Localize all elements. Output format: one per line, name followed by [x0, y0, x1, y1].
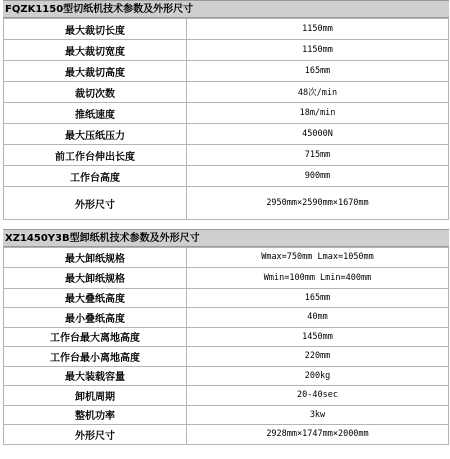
- table-row: [4, 347, 449, 367]
- table-row: [4, 124, 449, 145]
- param-value: 165mm: [187, 288, 449, 308]
- param-value: 18m/min: [187, 103, 449, 124]
- table-row: [4, 366, 449, 386]
- param-name: 整机功率: [4, 405, 187, 425]
- param-value: 2928mm×1747mm×2000mm: [187, 425, 449, 445]
- table-row: [4, 61, 449, 82]
- param-value: Wmin=100mm Lmin=400mm: [187, 267, 449, 288]
- table-row: [4, 308, 449, 328]
- param-value: 900mm: [187, 166, 449, 187]
- param-name: 最大裁切高度: [4, 61, 187, 82]
- unloader-spec-title: XZ1450Y3B型卸纸机技术参数及外形尺寸: [3, 229, 449, 247]
- table-row: [4, 405, 449, 425]
- table-row: [4, 19, 449, 40]
- table-row: [4, 288, 449, 308]
- table-row: [4, 386, 449, 406]
- param-value: 165mm: [187, 61, 449, 82]
- table-row: [4, 103, 449, 124]
- param-value: 3kw: [187, 405, 449, 425]
- table-row: [4, 267, 449, 288]
- table-row: [4, 425, 449, 445]
- param-name: 最小叠纸高度: [4, 308, 187, 328]
- param-name: 最大裁切宽度: [4, 40, 187, 61]
- param-name: 工作台最小离地高度: [4, 347, 187, 367]
- param-value: 48次/min: [187, 82, 449, 103]
- param-value: 715mm: [187, 145, 449, 166]
- unloader-spec-section: [3, 229, 449, 445]
- param-name: 外形尺寸: [4, 425, 187, 445]
- param-name: 最大裁切长度: [4, 19, 187, 40]
- param-value: 2950mm×2590mm×1670mm: [187, 187, 449, 220]
- table-row: [4, 82, 449, 103]
- param-value: 1450mm: [187, 327, 449, 347]
- param-name: 工作台高度: [4, 166, 187, 187]
- param-value: 220mm: [187, 347, 449, 367]
- table-row: [4, 327, 449, 347]
- param-value: 1150mm: [187, 19, 449, 40]
- param-name: 最大卸纸规格: [4, 267, 187, 288]
- param-name: 裁切次数: [4, 82, 187, 103]
- table-row: [4, 248, 449, 268]
- table-row: [4, 40, 449, 61]
- param-value: 200kg: [187, 366, 449, 386]
- param-name: 工作台最大离地高度: [4, 327, 187, 347]
- table-row: [4, 145, 449, 166]
- param-value: Wmax=750mm Lmax=1050mm: [187, 248, 449, 268]
- unloader-spec-table: [3, 247, 449, 445]
- param-value: 20-40sec: [187, 386, 449, 406]
- param-name: 最大叠纸高度: [4, 288, 187, 308]
- table-row: [4, 187, 449, 220]
- param-name: 推纸速度: [4, 103, 187, 124]
- cutter-spec-section: [3, 0, 449, 220]
- param-value: 45000N: [187, 124, 449, 145]
- param-value: 40mm: [187, 308, 449, 328]
- param-name: 外形尺寸: [4, 187, 187, 220]
- param-name: 前工作台伸出长度: [4, 145, 187, 166]
- param-value: 1150mm: [187, 40, 449, 61]
- param-name: 最大装载容量: [4, 366, 187, 386]
- cutter-spec-title: FQZK1150型切纸机技术参数及外形尺寸: [3, 0, 449, 18]
- param-name: 最大压纸压力: [4, 124, 187, 145]
- table-row: [4, 166, 449, 187]
- param-name: 最大卸纸规格: [4, 248, 187, 268]
- param-name: 卸机周期: [4, 386, 187, 406]
- cutter-spec-table: [3, 18, 449, 220]
